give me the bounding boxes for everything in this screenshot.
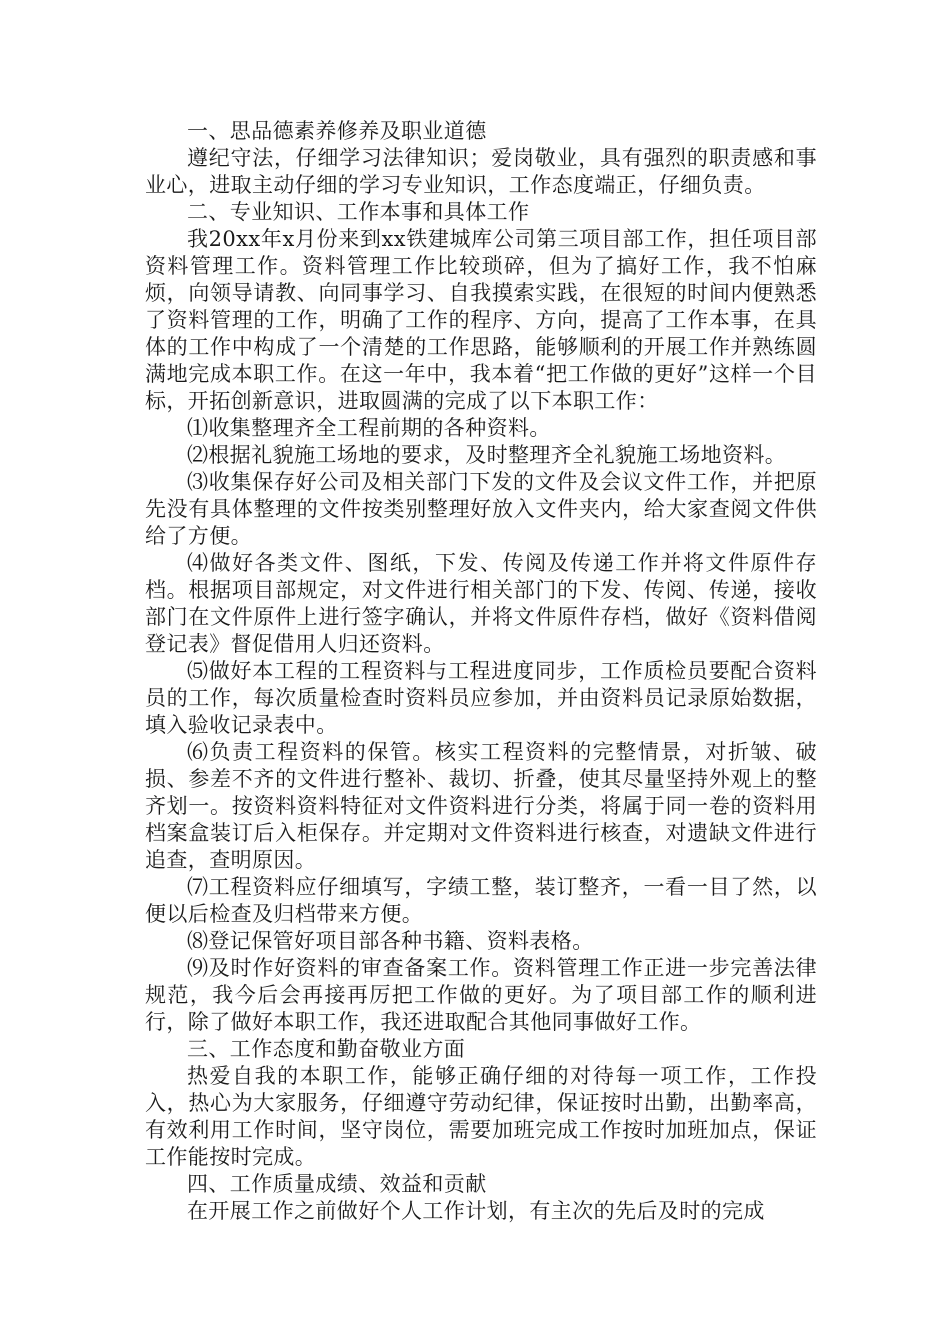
section-heading-quality: 四、工作质量成绩、效益和贡献 xyxy=(187,1172,487,1196)
section-heading-attitude: 三、工作态度和勤奋敬业方面 xyxy=(187,1037,466,1061)
list-item-1: ⑴收集整理齐全工程前期的各种资料。 xyxy=(187,416,551,440)
paragraph-quality: 在开展工作之前做好个人工作计划，有主次的先后及时的完成 xyxy=(187,1199,765,1223)
list-item-7: ⑺工程资料应仔细填写，字绩工整，装订整齐，一看一目了然，以便以后检查及归档带来方便。 xyxy=(145,875,817,926)
section-heading-ethics: 一、思品德素养修养及职业道德 xyxy=(187,119,487,143)
paragraph-ethics: 遵纪守法，仔细学习法律知识；爱岗敬业，具有强烈的职责感和事业心，进取主动仔细的学习专业知识，工作态度端正，仔细负责。 xyxy=(145,146,817,197)
list-item-6: ⑹负责工程资料的保管。核实工程资料的完整情景，对折皱、破损、参差不齐的文件进行整补、裁切、折叠，使其尽量坚持外观上的整齐划一。按资料资料特征对文件资料进行分类，将属于同一卷的资料用档案盒装订后入柜保存。并定期对文件资料进行核查，对遗缺文件进行追查，查明原因。 xyxy=(145,740,817,872)
section-heading-skills: 二、专业知识、工作本事和具体工作 xyxy=(187,200,530,224)
list-item-9: ⑼及时作好资料的审查备案工作。资料管理工作正进一步完善法律规范，我今后会再接再厉把工作做的更好。为了项目部工作的顺利进行，除了做好本职工作，我还进取配合其他同事做好工作。 xyxy=(145,956,817,1034)
document-body xyxy=(145,118,817,1225)
list-item-3: ⑶收集保存好公司及相关部门下发的文件及会议文件工作，并把原先没有具体整理的文件按类别整理好放入文件夹内，给大家查阅文件供给了方便。 xyxy=(145,470,817,548)
list-item-2: ⑵根据礼貌施工场地的要求，及时整理齐全礼貌施工场地资料。 xyxy=(187,443,787,467)
paragraph-attitude: 热爱自我的本职工作，能够正确仔细的对待每一项工作，工作投入，热心为大家服务，仔细遵守劳动纪律，保证按时出勤，出勤率高，有效利用工作时间，坚守岗位，需要加班完成工作按时加班加点，保证工作能按时完成。 xyxy=(145,1064,817,1169)
list-item-8: ⑻登记保管好项目部各种书籍、资料表格。 xyxy=(187,929,594,953)
list-item-4: ⑷做好各类文件、图纸，下发、传阅及传递工作并将文件原件存档。根据项目部规定，对文件进行相关部门的下发、传阅、传递，接收部门在文件原件上进行签字确认，并将文件原件存档，做好《资料借阅登记表》督促借用人归还资料。 xyxy=(145,551,817,656)
paragraph-skills-intro: 我20xx年x月份来到xx铁建城库公司第三项目部工作，担任项目部资料管理工作。资料管理工作比较琐碎，但为了搞好工作，我不怕麻烦，向领导请教、向同事学习、自我摸索实践，在很短的时间内便熟悉了资料管理的工作，明确了工作的程序、方向，提高了工作本事，在具体的工作中构成了一个清楚的工作思路，能够顺利的开展工作并熟练圆满地完成本职工作。在这一年中，我本着“把工作做的更好”这样一个目标，开拓创新意识，进取圆满的完成了以下本职工作： xyxy=(145,227,817,413)
list-item-5: ⑸做好本工程的工程资料与工程进度同步，工作质检员要配合资料员的工作，每次质量检查时资料员应参加，并由资料员记录原始数据，填入验收记录表中。 xyxy=(145,659,817,737)
